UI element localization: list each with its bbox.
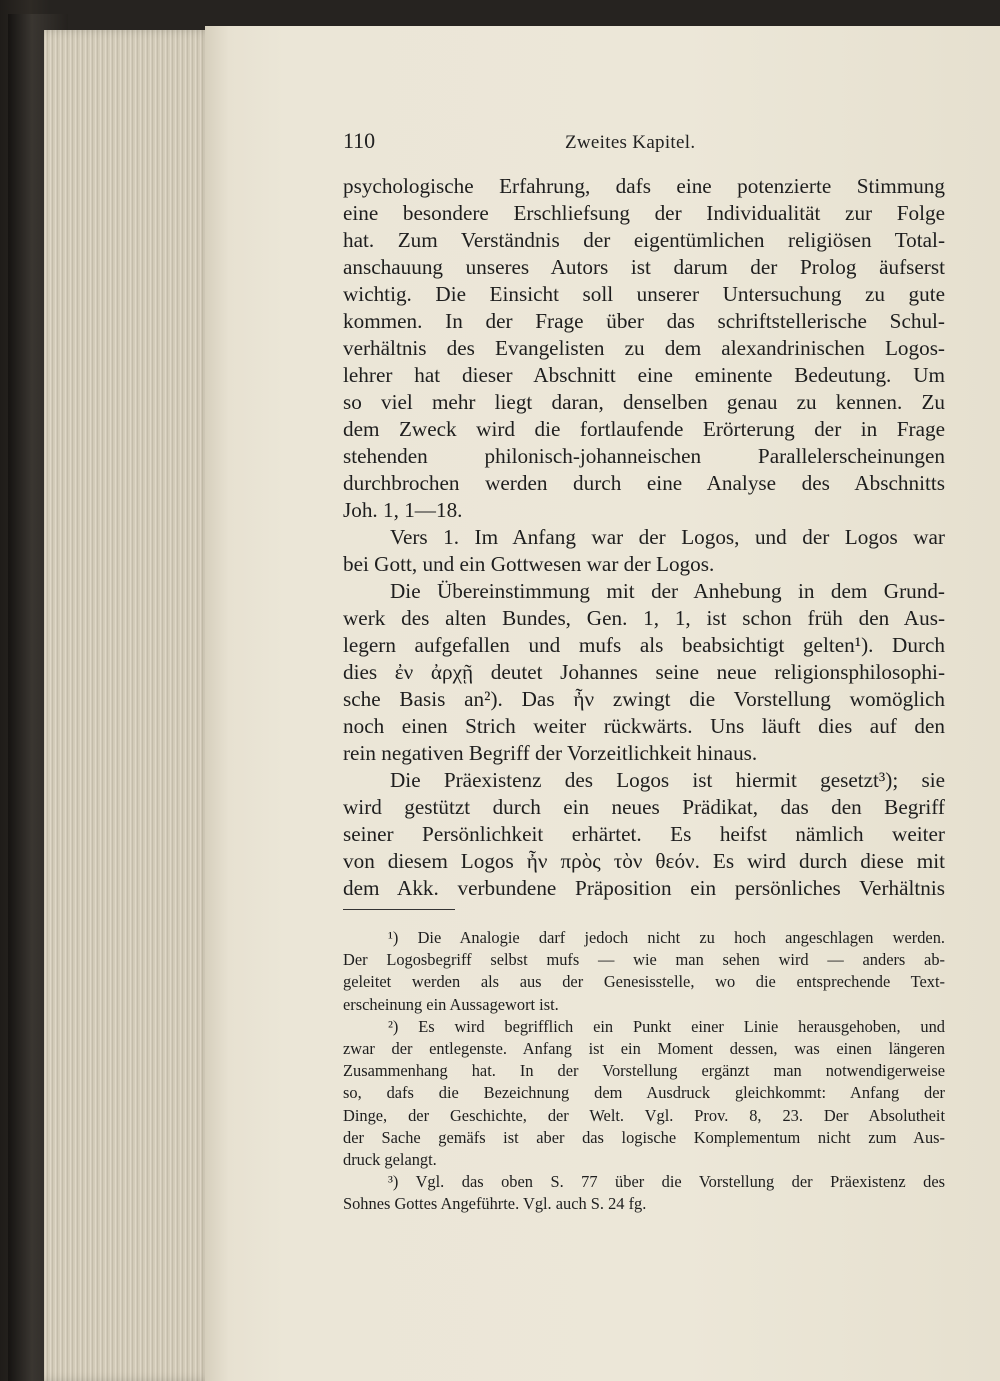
text-line: stehenden philonisch-johanneischen Parallelerscheinungen — [343, 444, 945, 468]
page-number: 110 — [343, 128, 376, 153]
footnote-line: ³) Vgl. das oben S. 77 über die Vorstellung der Präexistenz des — [388, 1172, 945, 1192]
footnote-line: ¹) Die Analogie darf jedoch nicht zu hoch angeschlagen werden. — [388, 928, 945, 947]
footnote-line: so, dafs die Bezeichnung dem Ausdruck gleichkommt: Anfang der — [343, 1083, 945, 1103]
footnote-line: Sohnes Gottes Angeführte. Vgl. auch S. 24 fg. — [343, 1194, 647, 1214]
footnotes — [343, 927, 945, 1216]
footnote-line: der Sache gemäfs ist aber das logische Komplementum nicht zum Aus- — [343, 1127, 945, 1147]
footnote-line: erscheinung ein Aussagewort ist. — [343, 994, 559, 1014]
text-line: verhältnis des Evangelisten zu dem alexandrinischen Logos- — [343, 336, 945, 360]
text-line: bei Gott, und ein Gottwesen war der Logos. — [343, 552, 715, 576]
text-line: von diesem Logos ἦν πρὸς τὸν θεόν. Es wird durch diese mit — [343, 849, 945, 873]
text-line: legern aufgefallen und mufs als beabsichtigt gelten¹). Durch — [343, 633, 945, 657]
text-line: Joh. 1, 1—18. — [343, 498, 463, 522]
text-line: psychologische Erfahrung, dafs eine potenzierte Stimmung — [343, 174, 945, 198]
text-line: Vers 1. Im Anfang war der Logos, und der Logos war — [390, 525, 945, 549]
text-line: werk des alten Bundes, Gen. 1, 1, ist schon früh den Aus- — [343, 606, 945, 630]
text-line: dem Zweck wird die fortlaufende Erörterung der in Frage — [343, 417, 945, 441]
text-line: rein negativen Begriff der Vorzeitlichkeit hinaus. — [343, 741, 758, 765]
text-line: durchbrochen werden durch eine Analyse des Abschnitts — [343, 471, 945, 495]
text-line: wichtig. Die Einsicht soll unserer Untersuchung zu gute — [343, 282, 945, 306]
footnote-separator — [343, 909, 455, 910]
text-line: dem Akk. verbundene Präposition ein persönliches Verhältnis — [343, 876, 945, 900]
text-line: dies ἐν ἀρχῇ deutet Johannes seine neue religionsphilosophi- — [343, 660, 945, 684]
text-line: so viel mehr liegt daran, denselben genau zu kennen. Zu — [343, 390, 945, 414]
text-line: seiner Persönlichkeit erhärtet. Es heifst nämlich weiter — [343, 822, 945, 846]
text-line: anschauung unseres Autors ist darum der Prolog äufserst — [343, 255, 945, 279]
footnote-line: geleitet werden als aus der Genesisstelle, wo die entsprechende Text- — [343, 972, 945, 992]
text-line: sche Basis an²). Das ἦν zwingt die Vorstellung womöglich — [343, 687, 945, 711]
running-title: Zweites Kapitel. — [565, 132, 696, 153]
text-line: wird gestützt durch ein neues Prädikat, das den Begriff — [343, 795, 945, 819]
text-line: noch einen Strich weiter rückwärts. Uns läuft dies auf den — [343, 714, 945, 738]
footnote-line: zwar der entlegenste. Anfang ist ein Moment dessen, was einen längeren — [343, 1039, 945, 1059]
text-line: lehrer hat dieser Abschnitt eine eminente Bedeutung. Um — [343, 363, 945, 387]
footnote-line: druck gelangt. — [343, 1150, 437, 1170]
text-line: eine besondere Erschliefsung der Individualität zur Folge — [343, 201, 945, 225]
footnote-line: Dinge, der Geschichte, der Welt. Vgl. Prov. 8, 23. Der Absolutheit — [343, 1105, 945, 1125]
text-line: Die Übereinstimmung mit der Anhebung in dem Grund- — [390, 579, 945, 603]
text-line: kommen. In der Frage über das schriftstellerische Schul- — [343, 309, 945, 333]
footnote-line: Zusammenhang hat. In der Vorstellung ergänzt man notwendigerweise — [343, 1061, 945, 1081]
page-stack-edges — [44, 30, 214, 1381]
text-line: hat. Zum Verständnis der eigentümlichen religiösen Total- — [343, 228, 945, 252]
text-line: Die Präexistenz des Logos ist hiermit gesetzt³); sie — [390, 768, 945, 792]
main-text — [343, 173, 945, 902]
footnote-line: ²) Es wird begrifflich ein Punkt einer Linie herausgehoben, und — [388, 1016, 945, 1036]
footnote-line: Der Logosbegriff selbst mufs — wie man sehen wird — anders ab- — [343, 950, 945, 970]
